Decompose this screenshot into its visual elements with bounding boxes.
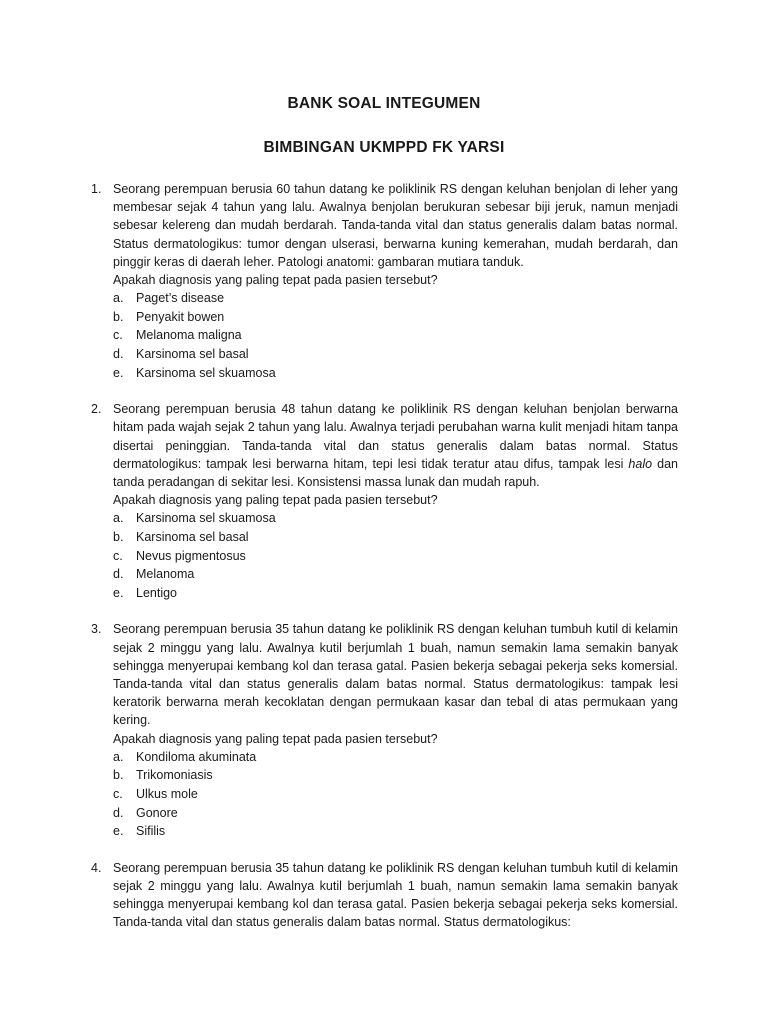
option-letter: d. (113, 805, 124, 820)
document-subtitle: BIMBINGAN UKMPPD FK YARSI (263, 139, 505, 156)
stem-italic-term: halo (628, 456, 653, 471)
option-letter: c. (113, 328, 123, 343)
answer-option-d[interactable] (0, 345, 768, 364)
answer-option-d[interactable] (0, 565, 768, 584)
option-text: Melanoma (136, 567, 195, 582)
stem-text: dan tanda peradangan di sekitar lesi. Konsistensi massa lunak dan mudah rapuh. (113, 456, 678, 489)
answer-options (0, 289, 768, 382)
option-letter: c. (113, 786, 123, 801)
answer-option-e[interactable] (0, 364, 768, 383)
option-letter: d. (113, 347, 124, 361)
answer-option-b[interactable] (0, 528, 768, 547)
question-number: 2. (91, 402, 102, 417)
question-stem (113, 400, 678, 491)
question-number: 3. (91, 622, 102, 637)
option-letter: b. (113, 309, 124, 324)
question-number: 1. (91, 182, 102, 196)
option-text: Lentigo (136, 585, 178, 600)
question-2 (0, 400, 768, 602)
answer-option-c[interactable] (0, 326, 768, 345)
question-prompt: Apakah diagnosis yang paling tepat pada pasien tersebut? (113, 273, 438, 288)
option-letter: e. (113, 585, 124, 600)
question-prompt: Apakah diagnosis yang paling tepat pada pasien tersebut? (113, 493, 438, 508)
answer-option-e[interactable] (0, 822, 768, 841)
answer-option-d[interactable] (0, 804, 768, 823)
option-text: Gonore (136, 805, 178, 820)
option-letter: b. (113, 530, 124, 544)
option-letter: a. (113, 511, 124, 526)
option-text: Trikomoniasis (136, 768, 213, 783)
document-title: BANK SOAL INTEGUMEN (287, 95, 481, 112)
option-letter: d. (113, 567, 124, 582)
answer-options (0, 748, 768, 841)
answer-option-a[interactable] (0, 289, 768, 308)
option-letter: a. (113, 749, 124, 764)
option-text: Karsinoma sel basal (136, 530, 249, 544)
option-text: Ulkus mole (136, 786, 198, 801)
question-4 (0, 859, 768, 932)
answer-options (0, 509, 768, 602)
question-stem: Seorang perempuan berusia 35 tahun datang ke poliklinik RS dengan keluhan tumbuh kutil di kelamin sejak 2 minggu yang lalu. Awalnya kutil berjumlah 1 buah, namun semakin lama semakin banyak sehingga menyerupai kembang kol dan terasa gatal. Pasien bekerja sebagai pekerja seks komersial. Tanda-tanda vital dan status generalis dalam batas normal. Status dermatologikus: tampak lesi keratorik berwarna merah kecoklatan dengan permukaan kasar dan tebal di atas permukaan yang kering. (113, 622, 678, 728)
option-text: Karsinoma sel skuamosa (136, 511, 276, 526)
answer-option-c[interactable] (0, 785, 768, 804)
question-3 (0, 620, 768, 840)
question-prompt: Apakah diagnosis yang paling tepat pada pasien tersebut? (113, 731, 438, 746)
answer-option-c[interactable] (0, 547, 768, 566)
option-letter: c. (113, 548, 123, 563)
option-text: Karsinoma sel basal (136, 347, 249, 361)
question-1 (0, 180, 768, 382)
question-stem: Seorang perempuan berusia 35 tahun datang ke poliklinik RS dengan keluhan tumbuh kutil di kelamin sejak 2 minggu yang lalu. Awalnya kutil berjumlah 1 buah, namun semakin lama semakin banyak sehingga menyerupai kembang kol dan terasa gatal. Pasien bekerja sebagai pekerja seks komersial. Tanda-tanda vital dan status generalis dalam batas normal. Status dermatologikus: (113, 860, 678, 930)
option-letter: b. (113, 768, 124, 783)
answer-option-a[interactable] (0, 509, 768, 528)
answer-option-e[interactable] (0, 584, 768, 603)
answer-option-b[interactable] (0, 766, 768, 785)
option-text: Melanoma maligna (136, 328, 242, 343)
option-text: Kondiloma akuminata (136, 749, 257, 764)
option-text: Penyakit bowen (136, 309, 225, 324)
stem-text: Seorang perempuan berusia 48 tahun datang ke poliklinik RS dengan keluhan benjolan berwarna hitam pada wajah sejak 2 tahun yang lalu. Awalnya terjadi perubahan warna kulit menjadi hitam tanpa disertai peninggian. Tanda-tanda vital dan status generalis dalam batas normal. Status dermatologikus: tampak lesi berwarna hitam, tepi lesi tidak teratur atau difus, tampak lesi (113, 402, 678, 471)
option-text: Paget’s disease (136, 291, 225, 306)
option-text: Sifilis (136, 824, 166, 839)
option-text: Nevus pigmentosus (136, 548, 246, 563)
question-stem: Seorang perempuan berusia 60 tahun datang ke poliklinik RS dengan keluhan benjolan di leher yang membesar sejak 4 tahun yang lalu. Awalnya benjolan berukuran sebesar biji jeruk, namun menjadi sebesar kelereng dan mudah berdarah. Tanda-tanda vital dan status generalis dalam batas normal. Status dermatologikus: tumor dengan ulserasi, berwarna kuning kemerahan, mudah berdarah, dan pinggir keras di daerah leher. Patologi anatomi: gambaran mutiara tanduk. (113, 182, 678, 269)
question-list (0, 180, 768, 950)
option-letter: e. (113, 365, 124, 380)
answer-option-a[interactable] (0, 748, 768, 767)
option-letter: e. (113, 824, 124, 839)
question-number: 4. (91, 860, 102, 875)
option-text: Karsinoma sel skuamosa (136, 365, 276, 380)
answer-option-b[interactable] (0, 308, 768, 327)
option-letter: a. (113, 291, 124, 306)
